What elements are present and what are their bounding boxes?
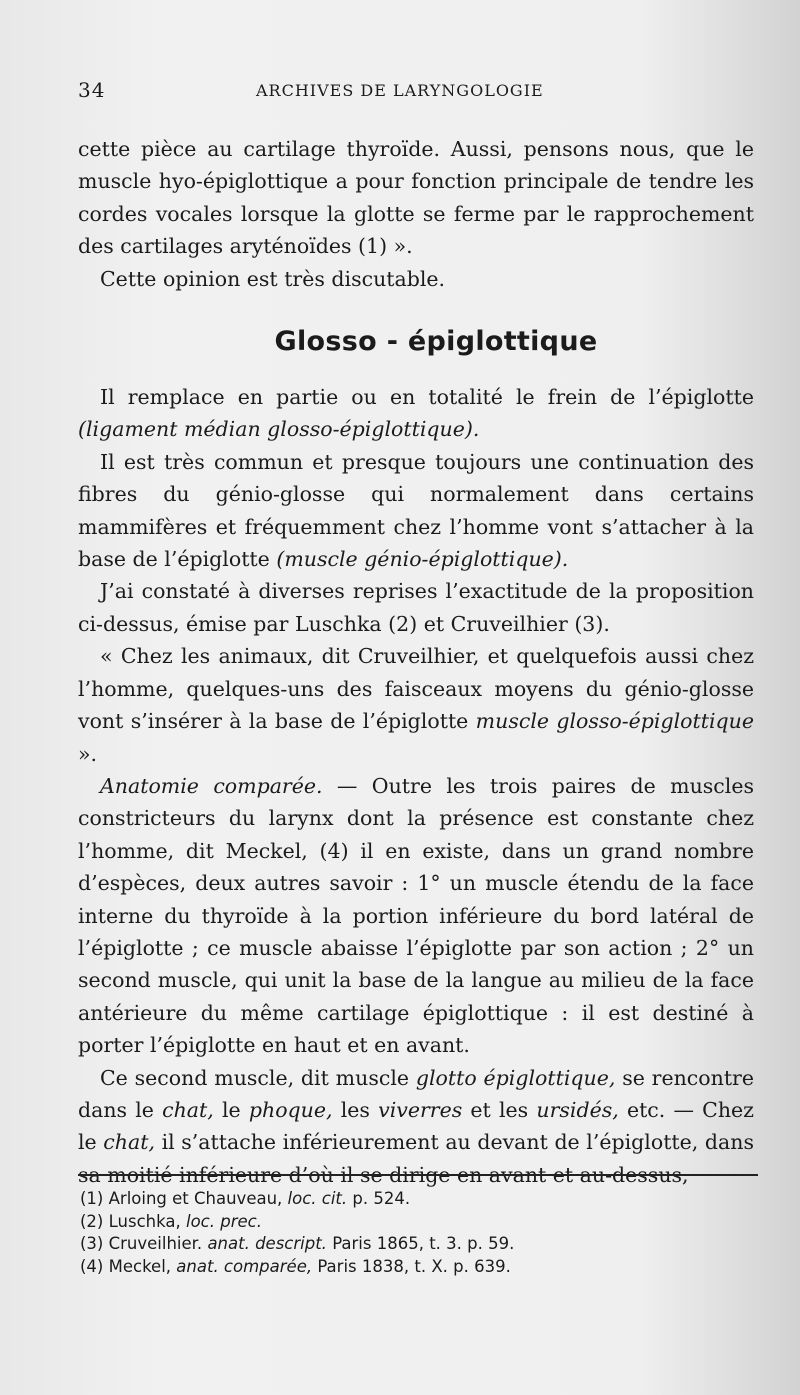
running-title: ARCHIVES DE LARYNGOLOGIE bbox=[256, 81, 544, 100]
page-number: 34 bbox=[78, 78, 106, 102]
paragraph: Il est très commun et presque toujours une continuation des fibres du génio-glosse qui normalement dans certains mammifères et fréquemment chez l’homme vont s’attacher à la base de l’épiglotte (muscle génio-épiglottique). bbox=[78, 449, 754, 572]
paragraph: Il remplace en partie ou en totalité le frein de l’épiglotte (ligament médian glosso-épiglottique). bbox=[78, 385, 754, 442]
footnotes bbox=[80, 1188, 720, 1278]
paragraph: cette pièce au cartilage thyroïde. Aussi, pensons nous, que le muscle hyo-épiglottique a pour fonction principale de tendre les cordes vocales lorsque la glotte se ferme par le rapprochement des cartilages aryténoïdes (1) ». bbox=[78, 137, 754, 259]
paragraph: Cette opinion est très discutable. bbox=[100, 266, 446, 291]
footnote: (1) Arloing et Chauveau, loc. cit. p. 524. bbox=[80, 1189, 411, 1208]
section-heading: Glosso - épiglottique bbox=[274, 326, 598, 358]
body-text bbox=[78, 133, 754, 1191]
page-header bbox=[78, 78, 758, 106]
paragraph: J’ai constaté à diverses reprises l’exactitude de la proposition ci-dessus, émise par Luschka (2) et Cruveilhier (3). bbox=[78, 579, 754, 636]
footnote: (2) Luschka, loc. prec. bbox=[80, 1211, 262, 1231]
paragraph: « Chez les animaux, dit Cruveilhier, et quelquefois aussi chez l’homme, quelques-uns des faisceaux moyens du génio-glosse vont s’insérer à la base de l’épiglotte muscle glosso-épiglottique ». bbox=[78, 644, 754, 766]
footnote-divider bbox=[78, 1174, 758, 1176]
paragraph: Anatomie comparée. — Outre les trois paires de muscles constricteurs du larynx dont la présence est constante chez l’homme, dit Meckel, (4) il en existe, dans un grand nombre d’espèces, deux autres savoir : 1° un muscle étendu de la face interne du thyroïde à la portion inférieure du bord latéral de l’épiglotte ; ce muscle abaisse l’épiglotte par son action ; 2° un second muscle, qui unit la base de la langue au milieu de la face antérieure du même cartilage épiglottique : il est destiné à porter l’épiglotte en haut et en avant. bbox=[78, 773, 754, 1058]
footnote: (4) Meckel, anat. comparée, Paris 1838, t. X. p. 639. bbox=[80, 1256, 511, 1276]
footnote: (3) Cruveilhier. anat. descript. Paris 1865, t. 3. p. 59. bbox=[80, 1234, 515, 1253]
paragraph: Ce second muscle, dit muscle glotto épiglottique, se rencontre dans le chat, le phoque, les viverres et les ursidés, etc. — Chez le chat, il s’attache inférieurement au devant de l’épiglotte, dans sa moitié inférieure d’où il se dirige en avant et au-dessus, bbox=[78, 1065, 754, 1187]
